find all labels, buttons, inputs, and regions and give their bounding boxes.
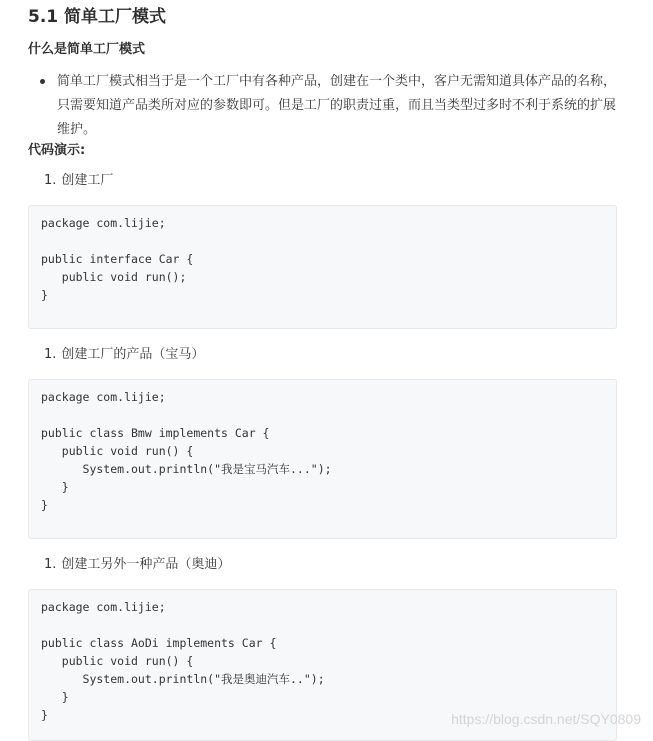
code-line: public class AoDi implements Car { <box>41 636 277 650</box>
code-line: package com.lijie; <box>41 390 166 404</box>
step-2 <box>44 346 204 364</box>
what-heading: 什么是简单工厂模式 <box>28 42 146 57</box>
step-number: 1. <box>44 347 57 362</box>
step-label: 创建工厂 <box>61 173 114 188</box>
code-line: } <box>41 498 48 512</box>
code-line: System.out.println("我是奥迪汽车.."); <box>41 672 325 686</box>
code-block-2 <box>28 379 617 539</box>
step-label: 创建工厂的产品（宝马） <box>61 347 205 362</box>
code-line: } <box>41 288 48 302</box>
code-line: public void run() { <box>41 654 194 668</box>
code-line: package com.lijie; <box>41 600 166 614</box>
code-block-1 <box>28 205 617 329</box>
code-line <box>41 232 604 250</box>
watermark: https://blog.csdn.net/SQY0809 <box>451 711 641 727</box>
code-line: package com.lijie; <box>41 216 166 230</box>
code-line: System.out.println("我是宝马汽车..."); <box>41 462 332 476</box>
step-number: 1. <box>44 173 57 188</box>
step-number: 1. <box>44 557 57 572</box>
bullet-icon <box>40 79 45 84</box>
code-line: public void run() { <box>41 444 194 458</box>
section-title: 5.1 简单工厂模式 <box>28 7 167 27</box>
code-line: } <box>41 708 48 722</box>
demo-heading: 代码演示: <box>28 143 86 158</box>
code-line: public class Bmw implements Car { <box>41 426 270 440</box>
description-text: 简单工厂模式相当于是一个工厂中有各种产品，创建在一个类中，客户无需知道具体产品的名称，只需要知道产品类所对应的参数即可。但是工厂的职责过重，而且当类型过多时不利于系统的扩展维护。 <box>57 74 617 137</box>
step-label: 创建工另外一种产品（奥迪） <box>61 557 231 572</box>
code-line: } <box>41 690 69 704</box>
code-line <box>41 616 604 634</box>
code-line: public void run(); <box>41 270 187 284</box>
code-line <box>41 406 604 424</box>
code-line: public interface Car { <box>41 252 194 266</box>
step-3 <box>44 556 230 574</box>
code-line: } <box>41 480 69 494</box>
step-1 <box>44 172 113 190</box>
